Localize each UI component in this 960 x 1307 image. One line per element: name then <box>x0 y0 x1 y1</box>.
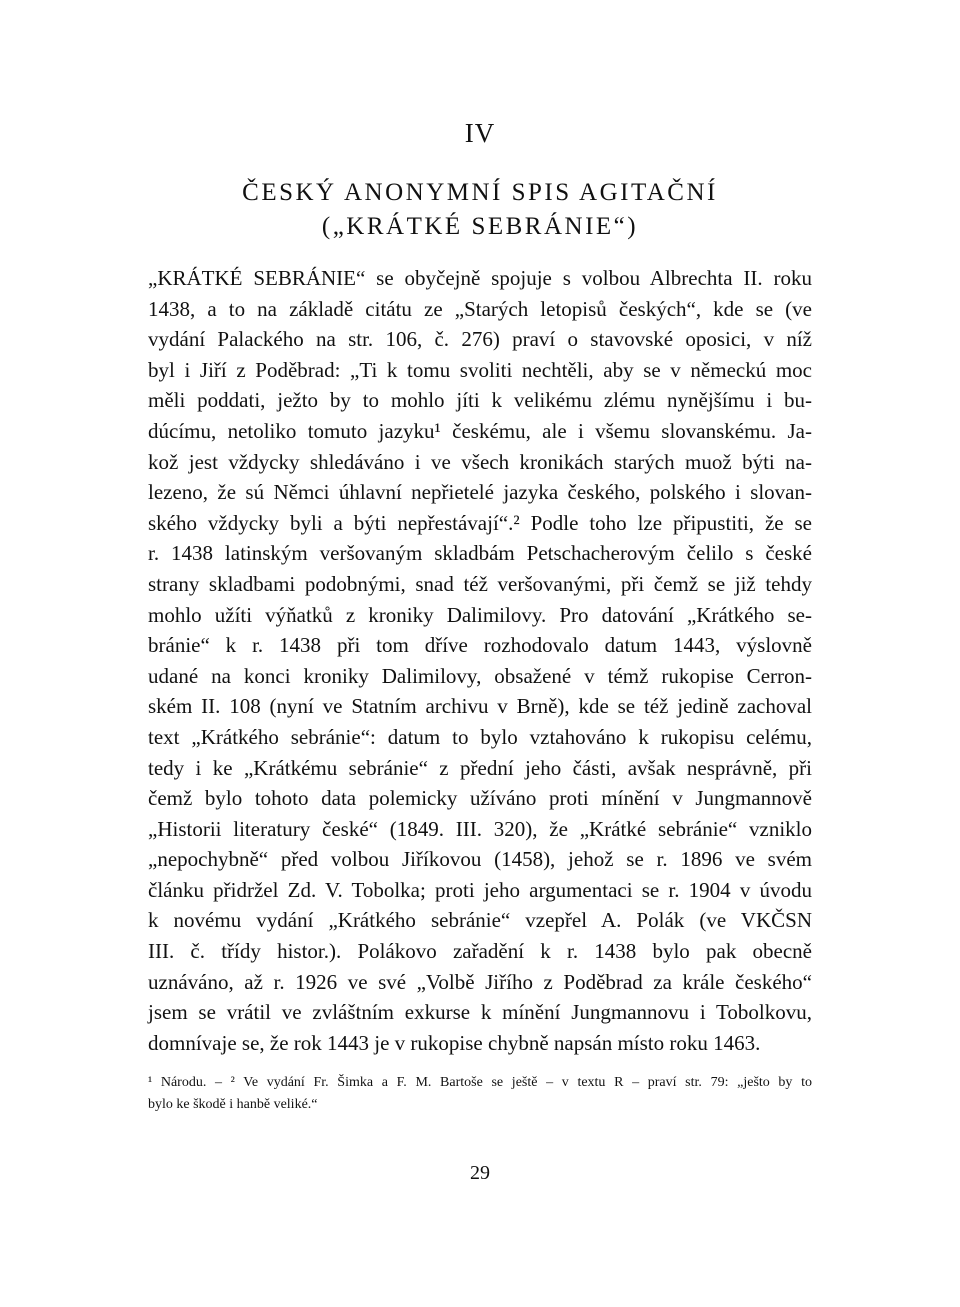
text-line: uznáváno, až r. 1926 ve své „Volbě Jiřího z Poděbrad za krále českého“ <box>148 969 812 994</box>
chapter-title-line: („KRÁTKÉ SEBRÁNIE“) <box>321 213 639 240</box>
text-line: měli poddati, ježto by to mohlo jíti k velikému zlému nynějšímu i bu- <box>148 388 812 413</box>
text-line: vydání Palackého na str. 106, č. 276) praví o stavovské oposici, v níž <box>148 327 812 352</box>
text-line: mohlo užíti výňatků z kroniky Dalimilovy. Pro datování „Krátkého se- <box>148 602 812 627</box>
footnotes <box>148 1072 812 1116</box>
body-text <box>148 263 812 1058</box>
text-line: dúcímu, netoliko tomuto jazyku¹ českému, ale i všemu slovanskému. Ja- <box>148 418 812 443</box>
text-line: čemž bylo tohoto data polemicky užíváno proti mínění v Jungmannově <box>148 786 812 811</box>
text-line: III. č. třídy histor.). Polákovo zařadění k r. 1438 bylo pak obecně <box>148 939 812 964</box>
text-line: „Historii literatury české“ (1849. III. 320), že „Krátké sebránie“ vzniklo <box>148 816 812 841</box>
text-line: bránie“ k r. 1438 při tom dříve rozhodovalo datum 1443, výslovně <box>148 633 812 658</box>
text-line: „KRÁTKÉ SEBRÁNIE“ se obyčejně spojuje s volbou Albrechta II. roku <box>148 266 812 290</box>
text-line: ském II. 108 (nyní ve Statním archivu v Brně), kde se též jedině zachoval <box>148 694 812 719</box>
text-line: r. 1438 latinským veršovaným skladbám Petschacherovým čelilo s české <box>148 541 812 566</box>
text-line: domnívaje se, že rok 1443 je v rukopise chybně napsán místo roku 1463. <box>148 1030 761 1055</box>
footnote-line: ¹ Národu. – ² Ve vydání Fr. Šimka a F. M. Bartoše se ještě – v textu R – praví str. 79: „ješto by to <box>148 1075 812 1090</box>
text-line: 1438, a to na základě citátu ze „Starých letopisů českých“, kde se (ve <box>148 296 812 321</box>
chapter-title-line: ČESKÝ ANONYMNÍ SPIS AGITAČNÍ <box>242 179 718 206</box>
text-line: článku přidržel Zd. V. Tobolka; proti jeho argumentaci se r. 1904 v úvodu <box>148 877 812 902</box>
text-line: k novému vydání „Krátkého sebránie“ vzepřel A. Polák (ve VKČSN <box>148 908 812 933</box>
text-line: strany skladbami podobnými, snad též veršovanými, při čemž se již tehdy <box>148 571 812 596</box>
text-line: „nepochybně“ před volbou Jiříkovou (1458), jehož se r. 1896 ve svém <box>148 847 812 872</box>
text-line: byl i Jiří z Poděbrad: „Ti k tomu svoliti nechtěli, aby se v německú moc <box>148 357 812 382</box>
text-line: lezeno, že sú Němci úhlavní nepřietelé jazyka českého, polského i slovan- <box>148 480 812 505</box>
text-line: udané na konci kroniky Dalimilovy, obsažené v témž rukopise Cerron- <box>148 663 812 688</box>
text-line: kož jest vždycky shledáváno i ve všech kronikách starých muož býti na- <box>148 449 812 474</box>
text-line: jsem se vrátil ve zvláštním exkurse k mínění Jungmannovu i Tobolkovu, <box>148 1000 812 1025</box>
chapter-title <box>0 176 960 244</box>
text-line: text „Krátkého sebránie“: datum to bylo vztahováno k rukopisu celému, <box>148 724 812 749</box>
footnote-line: bylo ke škodě i hanbě veliké.“ <box>148 1097 318 1112</box>
page-number: 29 <box>470 1162 490 1184</box>
chapter-number: IV <box>464 118 496 148</box>
text-line: ského vždycky byli a býti nepřestávají“.² Podle toho lze připustiti, že se <box>148 510 812 535</box>
text-line: tedy i ke „Krátkému sebránie“ z přední jeho části, avšak nesprávně, při <box>148 755 812 780</box>
